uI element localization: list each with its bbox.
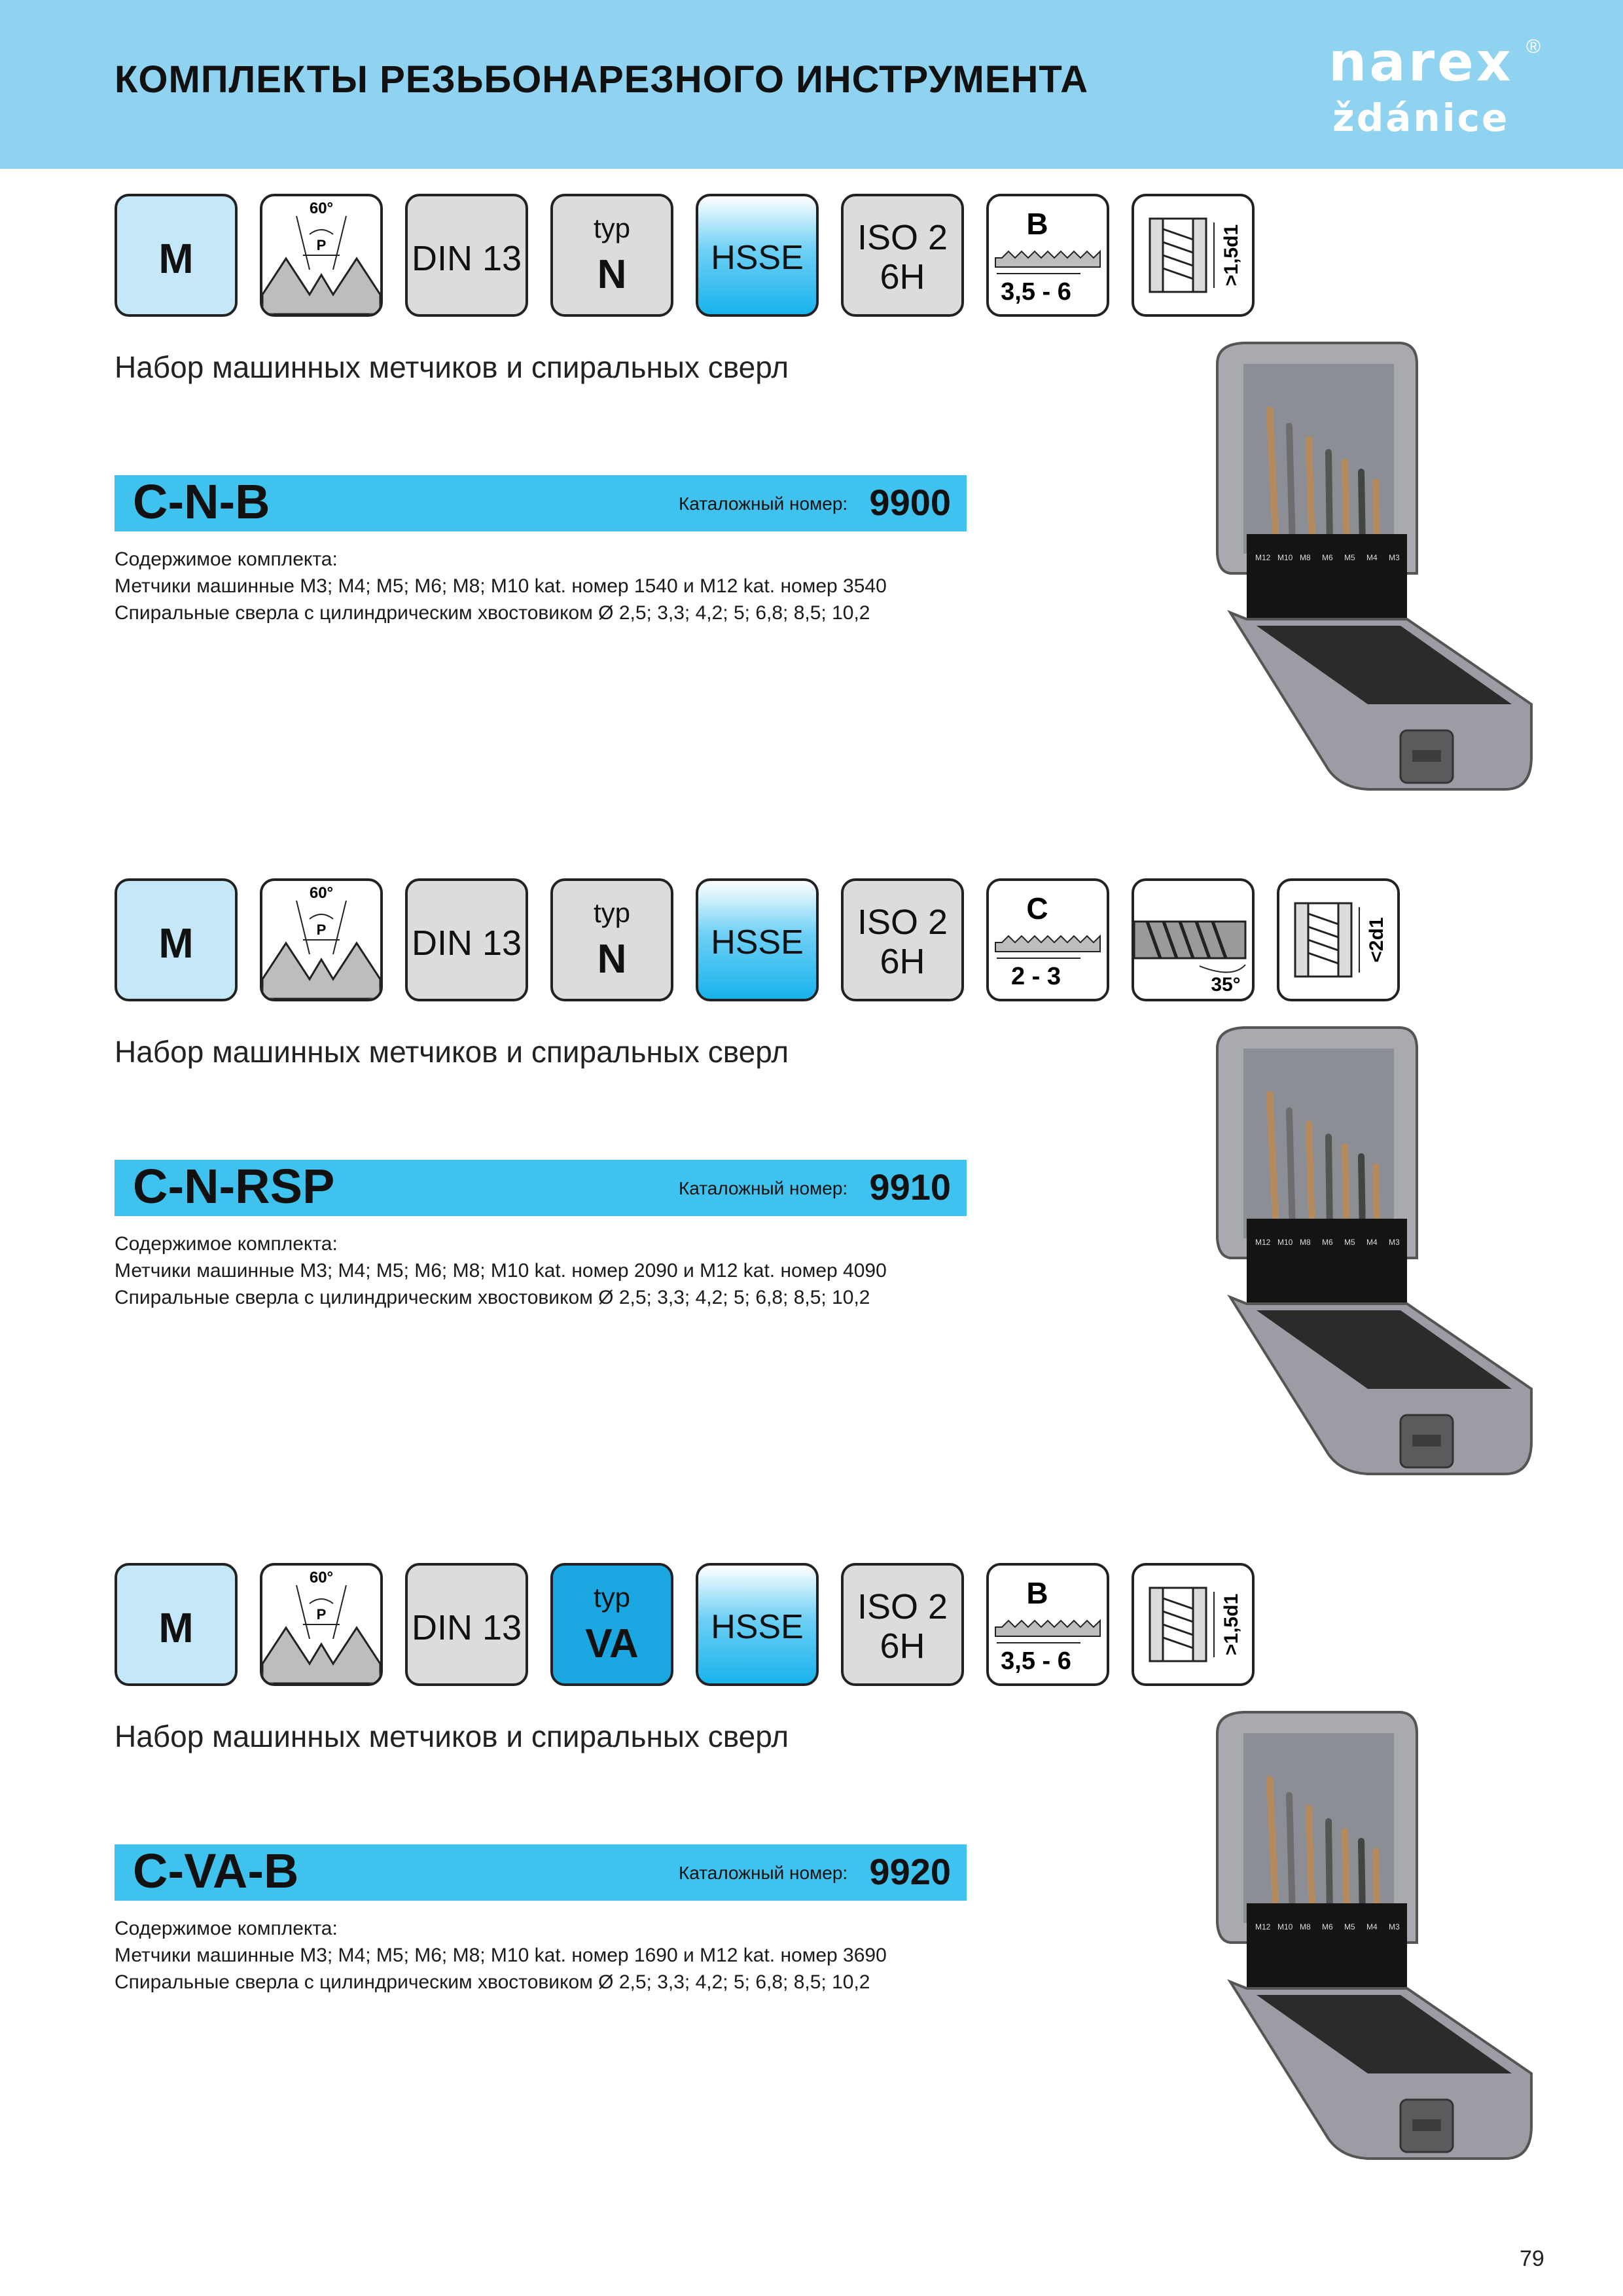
contents-taps-line: Метчики машинные M3; M4; M5; M6; M8; M10 kat. номер 2090 и M12 kat. номер 4090 xyxy=(115,1260,887,1282)
svg-text:2 - 3: 2 - 3 xyxy=(1010,963,1061,990)
product-bar xyxy=(115,1160,967,1216)
set-subtitle: Набор машинных метчиков и спиральных сверл xyxy=(115,350,789,384)
svg-text:<2d1: <2d1 xyxy=(1366,917,1387,963)
iso-tolerance: 6H xyxy=(880,1626,925,1666)
iso-class: ISO 2 xyxy=(857,903,948,942)
svg-text:60°: 60° xyxy=(309,884,334,902)
tolerance-icon xyxy=(841,1563,964,1686)
svg-text:P: P xyxy=(316,1606,327,1623)
case-label: M3 xyxy=(1389,553,1400,562)
din-standard-icon xyxy=(405,878,528,1001)
chamfer-graphic xyxy=(989,1566,1107,1683)
iso-tolerance: 6H xyxy=(880,942,925,981)
hole-depth-graphic xyxy=(1279,881,1397,999)
chamfer-form-icon xyxy=(986,878,1109,1001)
case-label: M4 xyxy=(1366,1922,1378,1931)
case-label: M4 xyxy=(1366,553,1378,562)
product-section xyxy=(0,1563,1623,2244)
case-label: M8 xyxy=(1300,1238,1311,1247)
case-label: M10 xyxy=(1277,553,1293,562)
spiral-flute-icon xyxy=(1132,878,1255,1001)
thread-profile-icon xyxy=(115,194,238,317)
set-subtitle: Набор машинных метчиков и спиральных сверл xyxy=(115,1719,789,1753)
thread-profile-icon xyxy=(115,1563,238,1686)
thread-form-graphic xyxy=(262,1566,380,1683)
case-label: M6 xyxy=(1322,553,1333,562)
typ-label: typ xyxy=(593,1582,631,1613)
profile-letter: M xyxy=(158,920,194,967)
case-label: M8 xyxy=(1300,553,1311,562)
page-title: КОМПЛЕКТЫ РЕЗЬБОНАРЕЗНОГО ИНСТРУМЕНТА xyxy=(115,58,1089,101)
product-code: C-N-B xyxy=(133,475,270,529)
product-code: C-VA-B xyxy=(133,1844,299,1898)
svg-text:60°: 60° xyxy=(309,1569,334,1587)
logo-registered-mark: ® xyxy=(1526,36,1541,58)
hole-depth-icon xyxy=(1277,878,1400,1001)
logo-wordmark: narex xyxy=(1329,31,1514,94)
set-contents xyxy=(115,546,887,626)
thread-profile-icon xyxy=(115,878,238,1001)
catalog-number-label: Каталожный номер: xyxy=(679,1863,848,1883)
tool-case-image xyxy=(1204,338,1544,796)
contents-taps-line: Метчики машинные M3; M4; M5; M6; M8; M10 kat. номер 1540 и M12 kat. номер 3540 xyxy=(115,575,887,597)
case-label: M3 xyxy=(1389,1238,1400,1247)
set-subtitle: Набор машинных метчиков и спиральных сверл xyxy=(115,1035,789,1069)
typ-label: typ xyxy=(593,213,631,243)
svg-text:35°: 35° xyxy=(1211,974,1241,996)
catalog-number: 9900 xyxy=(869,482,951,523)
material-label: HSSE xyxy=(711,239,804,277)
material-icon xyxy=(696,878,819,1001)
contents-heading: Содержимое комплекта: xyxy=(115,548,338,570)
case-label: M5 xyxy=(1344,1238,1355,1247)
din-label: DIN 13 xyxy=(411,1608,522,1647)
page-number: 79 xyxy=(1520,2246,1544,2271)
svg-text:>1,5d1: >1,5d1 xyxy=(1221,224,1242,287)
contents-heading: Содержимое комплекта: xyxy=(115,1918,338,1939)
thread-angle-icon xyxy=(260,1563,383,1686)
catalog-number-label: Каталожный номер: xyxy=(679,493,848,514)
svg-text:C: C xyxy=(1026,891,1048,925)
contents-drills-line: Спиральные сверла с цилиндрическим хвостовиком Ø 2,5; 3,3; 4,2; 5; 6,8; 8,5; 10,2 xyxy=(115,602,870,624)
hole-depth-icon xyxy=(1132,194,1255,317)
din-label: DIN 13 xyxy=(411,239,522,278)
thread-angle-icon xyxy=(260,878,383,1001)
narex-logo xyxy=(1329,31,1544,147)
tool-case-image xyxy=(1204,1707,1544,2165)
set-contents xyxy=(115,1915,887,1996)
profile-letter: M xyxy=(158,235,194,282)
thread-angle-icon xyxy=(260,194,383,317)
contents-taps-line: Метчики машинные M3; M4; M5; M6; M8; M10 kat. номер 1690 и M12 kat. номер 3690 xyxy=(115,1945,887,1966)
product-section xyxy=(0,194,1623,874)
spiral-graphic xyxy=(1134,881,1252,999)
iso-class: ISO 2 xyxy=(857,1587,948,1626)
tolerance-icon xyxy=(841,878,964,1001)
case-label: M6 xyxy=(1322,1922,1333,1931)
page-header xyxy=(0,0,1623,169)
product-bar xyxy=(115,475,967,531)
case-label: M5 xyxy=(1344,1922,1355,1931)
product-bar xyxy=(115,1844,967,1901)
material-label: HSSE xyxy=(711,924,804,961)
chamfer-form-icon xyxy=(986,194,1109,317)
contents-heading: Содержимое комплекта: xyxy=(115,1233,338,1255)
chamfer-form-icon xyxy=(986,1563,1109,1686)
material-icon xyxy=(696,1563,819,1686)
material-icon xyxy=(696,194,819,317)
tap-type-icon xyxy=(550,878,673,1001)
case-label: M6 xyxy=(1322,1238,1333,1247)
typ-value: VA xyxy=(585,1621,639,1666)
typ-label: typ xyxy=(593,897,631,928)
din-standard-icon xyxy=(405,1563,528,1686)
case-label: M12 xyxy=(1255,553,1271,562)
contents-drills-line: Спиральные сверла с цилиндрическим хвостовиком Ø 2,5; 3,3; 4,2; 5; 6,8; 8,5; 10,2 xyxy=(115,1971,870,1993)
hole-depth-icon xyxy=(1132,1563,1255,1686)
typ-value: N xyxy=(597,937,627,982)
case-label: M5 xyxy=(1344,553,1355,562)
case-label: M3 xyxy=(1389,1922,1400,1931)
svg-text:P: P xyxy=(316,922,327,938)
tap-type-icon xyxy=(550,1563,673,1686)
case-label: M10 xyxy=(1277,1922,1293,1931)
material-label: HSSE xyxy=(711,1608,804,1646)
svg-text:B: B xyxy=(1026,1576,1048,1610)
svg-text:3,5 - 6: 3,5 - 6 xyxy=(1001,1647,1071,1675)
case-label: M10 xyxy=(1277,1238,1293,1247)
svg-text:P: P xyxy=(316,237,327,253)
chamfer-graphic xyxy=(989,196,1107,314)
typ-value: N xyxy=(597,252,627,297)
tool-case-image xyxy=(1204,1022,1544,1480)
product-section xyxy=(0,878,1623,1559)
svg-text:B: B xyxy=(1026,207,1048,241)
catalog-number: 9910 xyxy=(869,1166,951,1208)
tap-type-icon xyxy=(550,194,673,317)
svg-text:60°: 60° xyxy=(309,200,334,217)
profile-letter: M xyxy=(158,1604,194,1651)
hole-depth-graphic xyxy=(1134,196,1252,314)
case-label: M12 xyxy=(1255,1922,1271,1931)
chamfer-graphic xyxy=(989,881,1107,999)
svg-text:>1,5d1: >1,5d1 xyxy=(1221,1593,1242,1656)
case-label: M8 xyxy=(1300,1922,1311,1931)
din-standard-icon xyxy=(405,194,528,317)
thread-form-graphic xyxy=(262,196,380,314)
contents-drills-line: Спиральные сверла с цилиндрическим хвостовиком Ø 2,5; 3,3; 4,2; 5; 6,8; 8,5; 10,2 xyxy=(115,1287,870,1308)
logo-location: ždánice xyxy=(1332,96,1510,140)
case-label: M12 xyxy=(1255,1238,1271,1247)
set-contents xyxy=(115,1230,887,1311)
case-label: M4 xyxy=(1366,1238,1378,1247)
iso-tolerance: 6H xyxy=(880,257,925,296)
iso-class: ISO 2 xyxy=(857,218,948,257)
thread-form-graphic xyxy=(262,881,380,999)
catalog-number: 9920 xyxy=(869,1851,951,1892)
svg-text:3,5 - 6: 3,5 - 6 xyxy=(1001,278,1071,306)
hole-depth-graphic xyxy=(1134,1566,1252,1683)
product-code: C-N-RSP xyxy=(133,1159,335,1213)
din-label: DIN 13 xyxy=(411,924,522,963)
tolerance-icon xyxy=(841,194,964,317)
catalog-number-label: Каталожный номер: xyxy=(679,1178,848,1198)
